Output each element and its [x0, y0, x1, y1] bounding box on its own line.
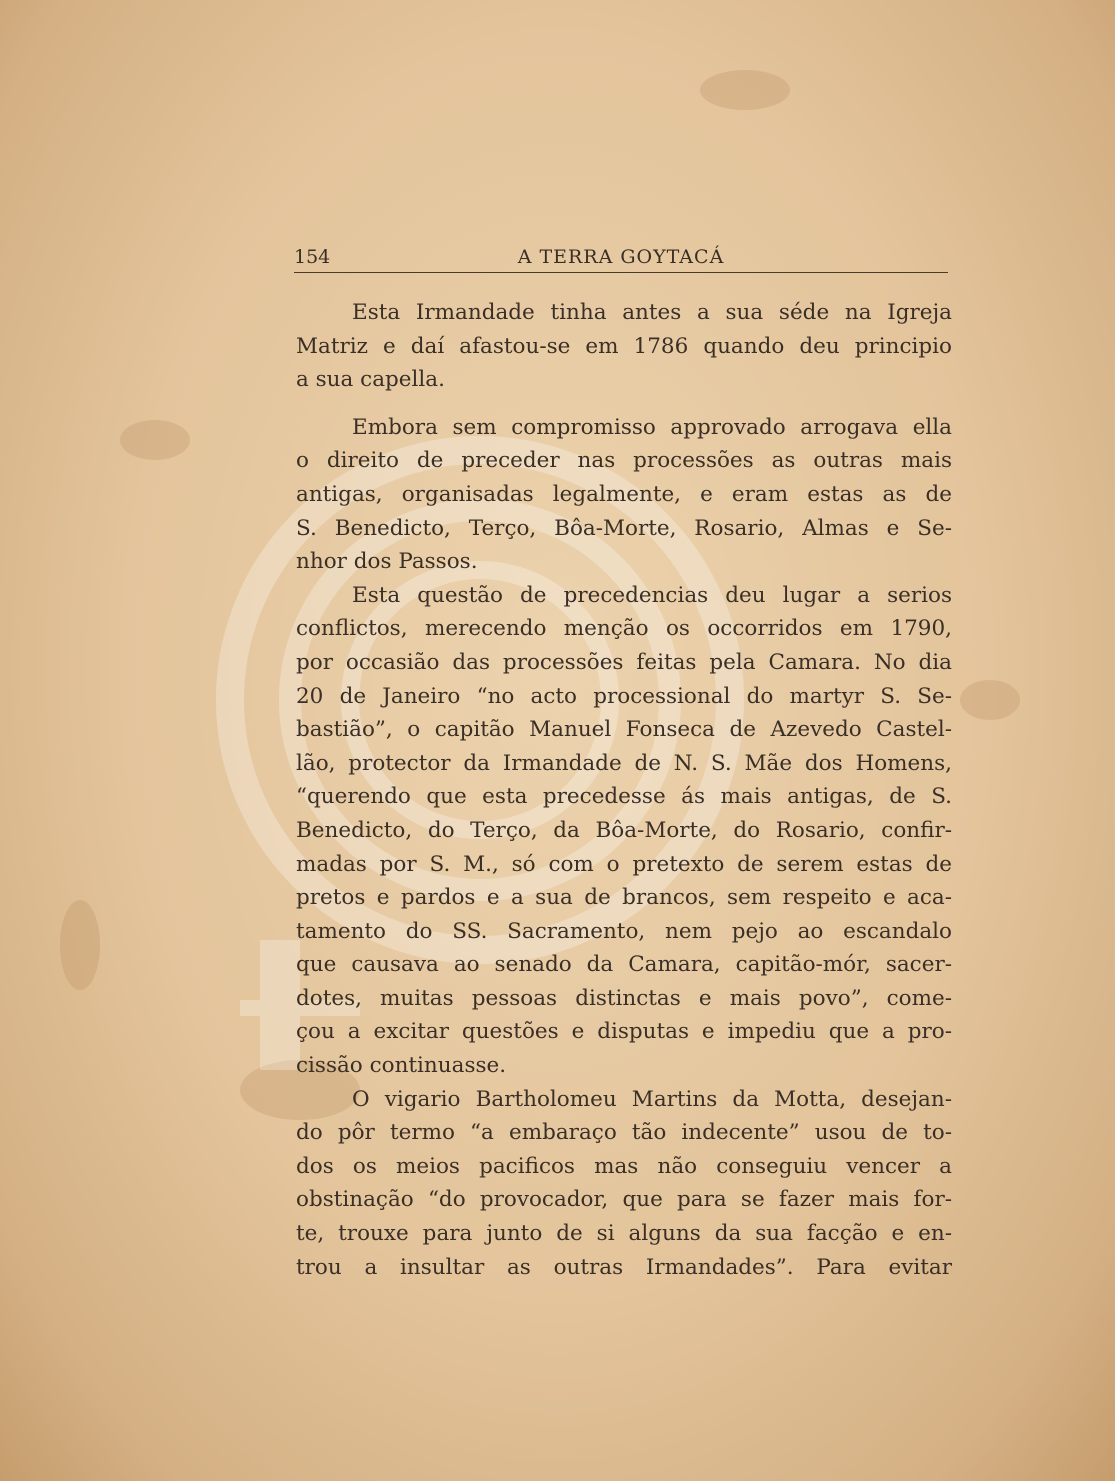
text-line: dos os meios pacificos mas não conseguiu vencer a: [296, 1153, 952, 1179]
text-line: cissão continuasse.: [296, 1053, 507, 1079]
page-number: 154: [294, 246, 331, 268]
body-text: [296, 296, 952, 1284]
paper-stain: [60, 900, 100, 990]
running-header: [294, 244, 948, 273]
text-line: o direito de preceder nas processões as outras mais: [296, 448, 952, 474]
text-line: lão, protector da Irmandade de N. S. Mãe dos Homens,: [296, 750, 952, 776]
text-line: dotes, muitas pessoas distinctas e mais povo”, come-: [296, 985, 952, 1011]
text-line: a sua capella.: [296, 367, 445, 393]
text-line: Esta Irmandade tinha antes a sua séde na Igreja: [352, 300, 952, 325]
text-line: “querendo que esta precedesse ás mais antigas, de S.: [296, 784, 952, 810]
paper-stain: [120, 420, 190, 460]
text-line: S. Benedicto, Terço, Bôa-Morte, Rosario, Almas e Se-: [296, 515, 952, 541]
text-line: por occasião das processões feitas pela Camara. No dia: [296, 649, 952, 675]
text-line: Matriz e daí afastou-se em 1786 quando deu principio: [296, 333, 952, 359]
paper-stain: [960, 680, 1020, 720]
text-line: madas por S. M., só com o pretexto de serem estas de: [296, 851, 952, 877]
text-line: te, trouxe para junto de si alguns da sua facção e en-: [296, 1221, 952, 1247]
text-line: do pôr termo “a embaraço tão indecente” usou de to-: [296, 1120, 952, 1146]
running-title: A TERRA GOYTACÁ: [517, 246, 725, 268]
text-line: bastião”, o capitão Manuel Fonseca de Azevedo Castel-: [296, 717, 952, 743]
text-line: çou a excitar questões e disputas e impediu que a pro-: [296, 1019, 952, 1045]
text-line: que causava ao senado da Camara, capitão-mór, sacer-: [296, 952, 952, 978]
text-line: Embora sem compromisso approvado arrogava ella: [352, 414, 952, 440]
text-line: conflictos, merecendo menção os occorridos em 1790,: [296, 616, 952, 642]
text-line: pretos e pardos e a sua de brancos, sem respeito e aca-: [296, 885, 952, 911]
paper-stain: [700, 70, 790, 110]
paragraph-gap: [296, 397, 952, 411]
text-line: obstinação “do provocador, que para se fazer mais for-: [296, 1187, 952, 1213]
text-line: trou a insultar as outras Irmandades”. Para evitar: [296, 1254, 952, 1280]
text-line: nhor dos Passos.: [296, 549, 478, 575]
text-line: O vigario Bartholomeu Martins da Motta, desejan-: [352, 1086, 952, 1112]
text-line: Benedicto, do Terço, da Bôa-Morte, do Rosario, confir-: [296, 817, 952, 843]
text-line: 20 de Janeiro “no acto processional do martyr S. Se-: [296, 683, 952, 709]
text-line: Esta questão de precedencias deu lugar a serios: [352, 582, 952, 608]
text-line: antigas, organisadas legalmente, e eram estas as de: [296, 481, 952, 507]
text-line: tamento do SS. Sacramento, nem pejo ao escandalo: [296, 918, 952, 944]
